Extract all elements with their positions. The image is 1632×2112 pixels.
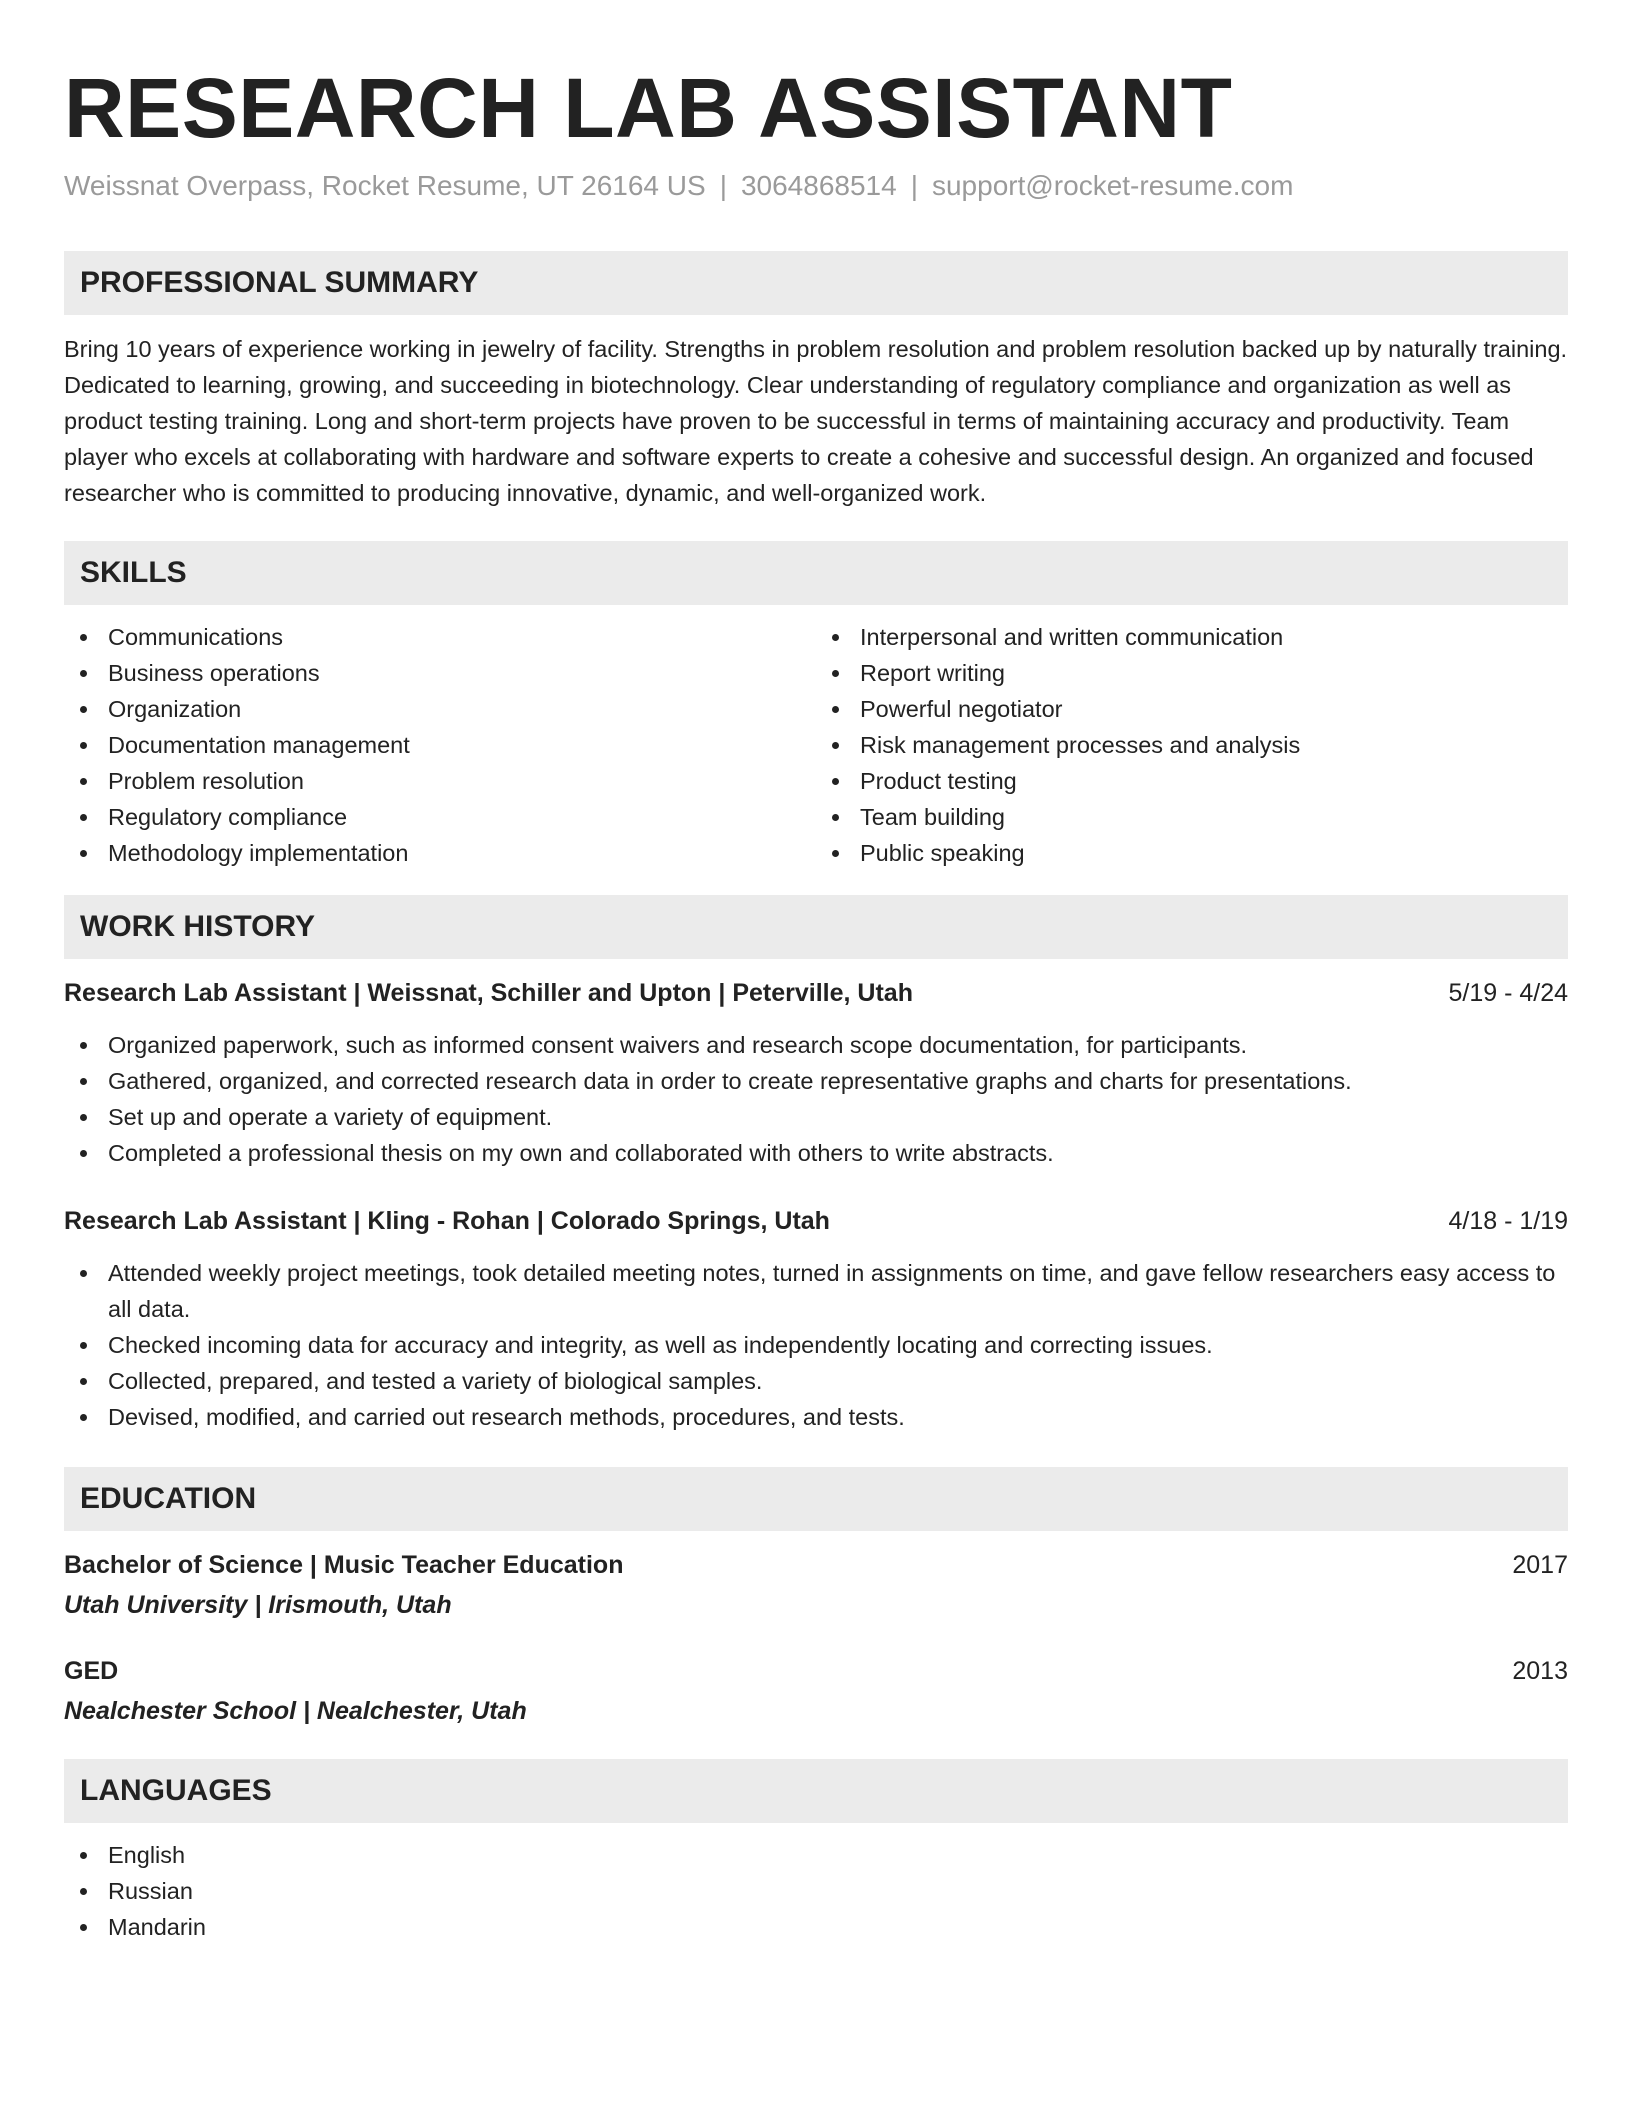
skills-list-left [64, 619, 816, 871]
skill-item: Regulatory compliance [64, 799, 816, 835]
contact-address: Weissnat Overpass, Rocket Resume, UT 26164 US [64, 170, 706, 202]
contact-phone: 3064868514 [740, 170, 897, 202]
job-duty: Organized paperwork, such as informed consent waivers and research scope documentation, for participants. [64, 1027, 1568, 1063]
work-history-header: WORK HISTORY [64, 895, 1568, 959]
education-heading-row [64, 1653, 1568, 1689]
skill-item: Interpersonal and written communication [816, 619, 1568, 655]
education-entry [64, 1547, 1568, 1623]
language-item: Russian [64, 1873, 1568, 1909]
languages-header: LANGUAGES [64, 1759, 1568, 1823]
job-entry [64, 1203, 1568, 1435]
candidate-name: RESEARCH LAB ASSISTANT [64, 61, 1233, 155]
job-duties-list [64, 1255, 1568, 1435]
skills-list-right [816, 619, 1568, 871]
job-heading-row [64, 975, 1568, 1011]
summary-text: Bring 10 years of experience working in jewelry of facility. Strengths in problem resolution and problem resolution backed up by naturally training. Dedicated to learning, growing, and succeeding in biotechnology. Clear understanding of regulatory compliance and organization as well as product testing training. Long and short-term projects have proven to be successful in terms of maintaining accuracy and productivity. Team player who excels at collaborating with hardware and software experts to create a cohesive and successful design. An organized and focused researcher who is committed to producing innovative, dynamic, and well-organized work. [64, 335, 1568, 506]
skill-item: Problem resolution [64, 763, 816, 799]
summary-section [64, 251, 1568, 511]
summary-header: PROFESSIONAL SUMMARY [64, 251, 1568, 315]
work-history-section [64, 895, 1568, 1435]
job-title: Research Lab Assistant | Kling - Rohan | Colorado Springs, Utah [64, 1206, 830, 1235]
skills-column-right [816, 619, 1568, 871]
education-header: EDUCATION [64, 1467, 1568, 1531]
language-item: Mandarin [64, 1909, 1568, 1945]
skill-item: Business operations [64, 655, 816, 691]
job-date: 4/18 - 1/19 [1448, 1206, 1568, 1235]
contact-email: support@rocket-resume.com [931, 170, 1294, 202]
education-degree: Bachelor of Science | Music Teacher Education [64, 1550, 624, 1579]
education-section [64, 1467, 1568, 1729]
job-date: 5/19 - 4/24 [1448, 978, 1568, 1007]
job-duty: Completed a professional thesis on my own and collaborated with others to write abstracts. [64, 1135, 1568, 1171]
education-year: 2017 [1512, 1550, 1568, 1579]
job-duty: Collected, prepared, and tested a variety of biological samples. [64, 1363, 1568, 1399]
skill-item: Methodology implementation [64, 835, 816, 871]
contact-line [64, 168, 1568, 204]
skills-header: SKILLS [64, 541, 1568, 605]
skill-item: Team building [816, 799, 1568, 835]
resume-header [64, 62, 1568, 205]
education-school: Nealchester School | Nealchester, Utah [64, 1696, 527, 1725]
education-heading-row [64, 1547, 1568, 1583]
skills-section [64, 541, 1568, 871]
job-duty: Attended weekly project meetings, took detailed meeting notes, turned in assignments on time, and gave fellow researchers easy access to all data. [64, 1255, 1568, 1327]
languages-section [64, 1759, 1568, 1945]
languages-list [64, 1837, 1568, 1945]
contact-separator: | [910, 170, 918, 202]
skill-item: Documentation management [64, 727, 816, 763]
job-duties-list [64, 1027, 1568, 1171]
job-duty: Devised, modified, and carried out research methods, procedures, and tests. [64, 1399, 1568, 1435]
education-degree: GED [64, 1656, 119, 1685]
job-entry [64, 975, 1568, 1171]
education-school: Utah University | Irismouth, Utah [64, 1590, 452, 1619]
skill-item: Powerful negotiator [816, 691, 1568, 727]
language-item: English [64, 1837, 1568, 1873]
education-entry [64, 1653, 1568, 1729]
job-duty: Gathered, organized, and corrected research data in order to create representative graphs and charts for presentations. [64, 1063, 1568, 1099]
skills-grid [64, 619, 1568, 871]
job-duty: Checked incoming data for accuracy and integrity, as well as independently locating and correcting issues. [64, 1327, 1568, 1363]
skill-item: Communications [64, 619, 816, 655]
skill-item: Risk management processes and analysis [816, 727, 1568, 763]
job-title: Research Lab Assistant | Weissnat, Schiller and Upton | Peterville, Utah [64, 978, 913, 1007]
skill-item: Public speaking [816, 835, 1568, 871]
job-duty: Set up and operate a variety of equipment. [64, 1099, 1568, 1135]
skills-column-left [64, 619, 816, 871]
skill-item: Report writing [816, 655, 1568, 691]
education-year: 2013 [1512, 1656, 1568, 1685]
skill-item: Product testing [816, 763, 1568, 799]
skill-item: Organization [64, 691, 816, 727]
job-heading-row [64, 1203, 1568, 1239]
contact-separator: | [719, 170, 727, 202]
